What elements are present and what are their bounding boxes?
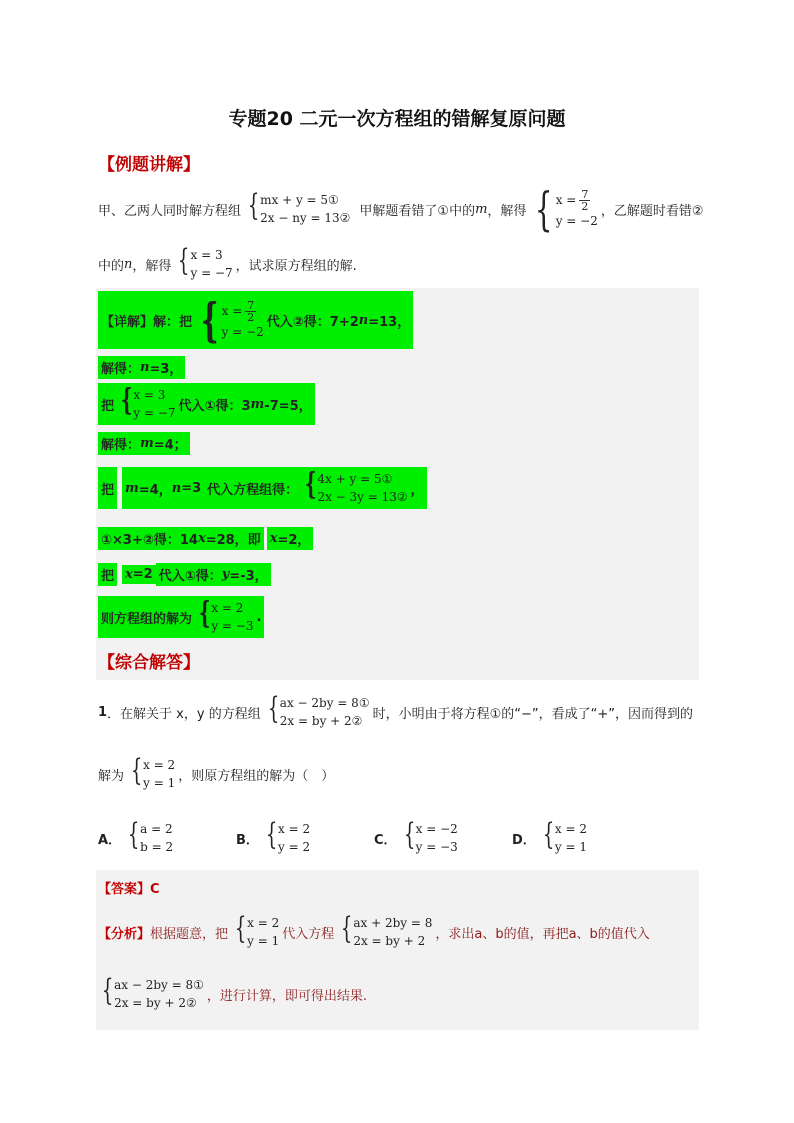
equation-system: { ax − 2by = 8① 2x = by + 2②	[267, 691, 370, 728]
text: =3	[181, 480, 202, 496]
text: ，进行计算，即可得出结果.	[206, 988, 368, 1004]
equation-row: mx + y = 5①	[260, 193, 339, 207]
equation-row: b = 2	[140, 840, 174, 854]
equation-row: y = −2	[221, 324, 264, 339]
solution-system: { x = 3 y = −7	[120, 383, 176, 420]
equation-row: 2x = by + 2	[353, 934, 426, 948]
fraction	[245, 300, 256, 323]
equation-row: x = 3	[190, 248, 223, 262]
solution-line-4	[98, 432, 190, 455]
analysis-line-2: { ax − 2by = 8① 2x = by + 2② ，进行计算，即可得出结果.	[101, 973, 368, 1010]
solution-system: { x = 2 y = 1	[130, 753, 176, 790]
equation-row: y = 1	[247, 934, 280, 948]
example-line-1	[98, 182, 704, 236]
solution-line-3	[98, 383, 315, 425]
equation-row: x = 2	[554, 822, 587, 836]
text: 把	[101, 569, 115, 584]
equation-system: { mx + y = 5① 2x − ny = 13②	[247, 188, 351, 225]
text: ，求出a、b的值，再把a、b的值代入	[435, 926, 650, 942]
equation-row: y = 1	[554, 840, 587, 854]
variable: n	[358, 312, 369, 328]
question-1-line-1	[98, 691, 693, 730]
variable: m	[125, 480, 139, 496]
text: ，解得	[132, 258, 172, 274]
text: ，解得	[487, 203, 527, 219]
solution-system: { x = 3 y = −7	[178, 243, 233, 280]
text: 【详解】解：把	[101, 314, 193, 330]
equation-row: y = −2	[555, 213, 598, 228]
option-label: D．	[512, 832, 536, 848]
text: 解为	[98, 768, 125, 784]
text: 解得：	[101, 438, 141, 453]
solution-system: { x = $\frac{7}{2}$ y = −2	[535, 182, 598, 236]
equation-row: 2x − ny = 13②	[260, 211, 351, 225]
option-label: B．	[236, 832, 259, 848]
variable: m	[250, 396, 265, 412]
variable: m	[475, 201, 488, 217]
text: =4，	[138, 482, 172, 498]
answer-line	[98, 878, 160, 897]
text: ，则原方程组的解为（ ）	[178, 768, 335, 784]
equation-row: y = −3	[415, 840, 458, 854]
text: ，乙解题时看错②	[600, 203, 704, 219]
solution-line-2	[98, 356, 185, 379]
text: 甲解题看错了①中的	[359, 203, 476, 219]
text: 代入①得：	[158, 569, 222, 584]
numerator: 7	[581, 187, 589, 201]
equation-row: 2x − 3y = 13②	[317, 490, 408, 504]
solution-line-7: 把 x =2 代入①得： y =-3，	[98, 563, 271, 586]
option-label: C．	[374, 832, 397, 848]
variable: n	[171, 480, 182, 496]
solution-line-5	[98, 467, 427, 509]
solution-line-6: ①×3+②得：14 x =28，即 x =2，	[98, 527, 313, 550]
text: ，	[410, 482, 424, 498]
solution-line-8	[98, 596, 264, 638]
option-b[interactable]: B． { x = 2 y = 2	[236, 817, 311, 854]
denominator: 2	[581, 199, 589, 213]
equation-row: x =	[555, 193, 577, 207]
example-line-2	[98, 243, 357, 282]
numerator: 7	[247, 298, 255, 312]
equation-row: a = 2	[140, 822, 173, 836]
text: 代入方程组得：	[207, 482, 299, 498]
option-d[interactable]: D． { x = 2 y = 1	[512, 817, 587, 854]
text: 甲、乙两人同时解方程组	[98, 203, 242, 219]
text: 则方程组的解为	[101, 611, 193, 627]
variable: n	[124, 256, 133, 272]
solution-line-1	[98, 291, 413, 349]
equation-row: x = −2	[415, 822, 458, 836]
text: =2	[132, 567, 153, 582]
text: =-3，	[229, 569, 268, 584]
equation-row: x = 2	[211, 601, 244, 615]
solution-system: { x = 2 y = −3	[198, 596, 254, 633]
option-label: A．	[98, 832, 122, 848]
option-a[interactable]: A． { a = 2 b = 2	[98, 817, 174, 854]
text: =2，	[277, 533, 311, 548]
option-c[interactable]: C． { x = −2 y = −3	[374, 817, 458, 854]
equation-row: x =	[221, 304, 243, 318]
equation-row: 2x = by + 2②	[114, 996, 197, 1010]
text: =28，即	[205, 533, 261, 548]
equation-row: x = 2	[247, 916, 280, 930]
fraction	[579, 189, 590, 212]
equation-row: ax − 2by = 8①	[114, 978, 204, 992]
answer-label: 【答案】C	[98, 882, 160, 897]
equation-row: 4x + y = 5①	[317, 472, 393, 486]
text: ．在解关于 x，y 的方程组	[107, 706, 261, 722]
text: 代入方程	[282, 926, 335, 942]
text: 解得：	[101, 362, 141, 377]
question-1-line-2	[98, 753, 335, 792]
text: =4；	[153, 438, 187, 453]
text: 把	[101, 398, 115, 414]
text: 把	[101, 482, 115, 498]
equation-row: ax + 2by = 8	[353, 916, 433, 930]
variable: m	[140, 436, 154, 451]
text: ①×3+②得：14	[101, 533, 198, 548]
text: -7=5，	[264, 398, 312, 414]
text: 中的	[98, 258, 125, 274]
equation-row: y = 2	[278, 840, 311, 854]
section-heading-comprehensive: 【综合解答】	[98, 653, 200, 673]
section-heading-example: 【例题讲解】	[98, 155, 200, 175]
text: 根据题意，把	[150, 926, 229, 942]
text: 时，小明由于将方程①的“−”，看成了“+”，因而得到的	[372, 706, 693, 722]
solution-system: { x = $\frac{7}{2}$ y = −2	[200, 293, 264, 347]
equation-row: x = 2	[278, 822, 311, 836]
text: =13，	[368, 314, 411, 330]
analysis-line-1: 【分析】 根据题意，把 { x = 2 y = 1 代入方程 { ax + 2by = 8 2x = by + 2 ，求出a、b的值，再把a、b的值代入	[98, 911, 650, 948]
equation-row: y = −3	[211, 619, 254, 633]
equation-row: ax − 2by = 8①	[279, 696, 370, 710]
analysis-label: 【分析】	[98, 926, 151, 942]
equation-system: { 4x + y = 5① 2x − 3y = 13②	[305, 467, 408, 504]
denominator: 2	[247, 310, 255, 324]
equation-row: y = −7	[133, 406, 176, 420]
equation-row: y = 1	[143, 776, 176, 790]
equation-row: 2x = by + 2②	[279, 714, 363, 728]
equation-row: x = 3	[133, 388, 166, 402]
question-number: 1	[98, 704, 108, 720]
text: ，试求原方程组的解.	[235, 258, 357, 274]
equation-row: y = −7	[190, 266, 233, 280]
variable: n	[140, 360, 150, 375]
text: 代入②得：7+2	[266, 314, 359, 330]
page-title: 专题20 二元一次方程组的错解复原问题	[228, 108, 566, 130]
equation-row: x = 2	[143, 758, 176, 772]
text: =3，	[149, 362, 183, 377]
text: .	[256, 609, 262, 625]
text: 代入①得：3	[178, 398, 251, 414]
